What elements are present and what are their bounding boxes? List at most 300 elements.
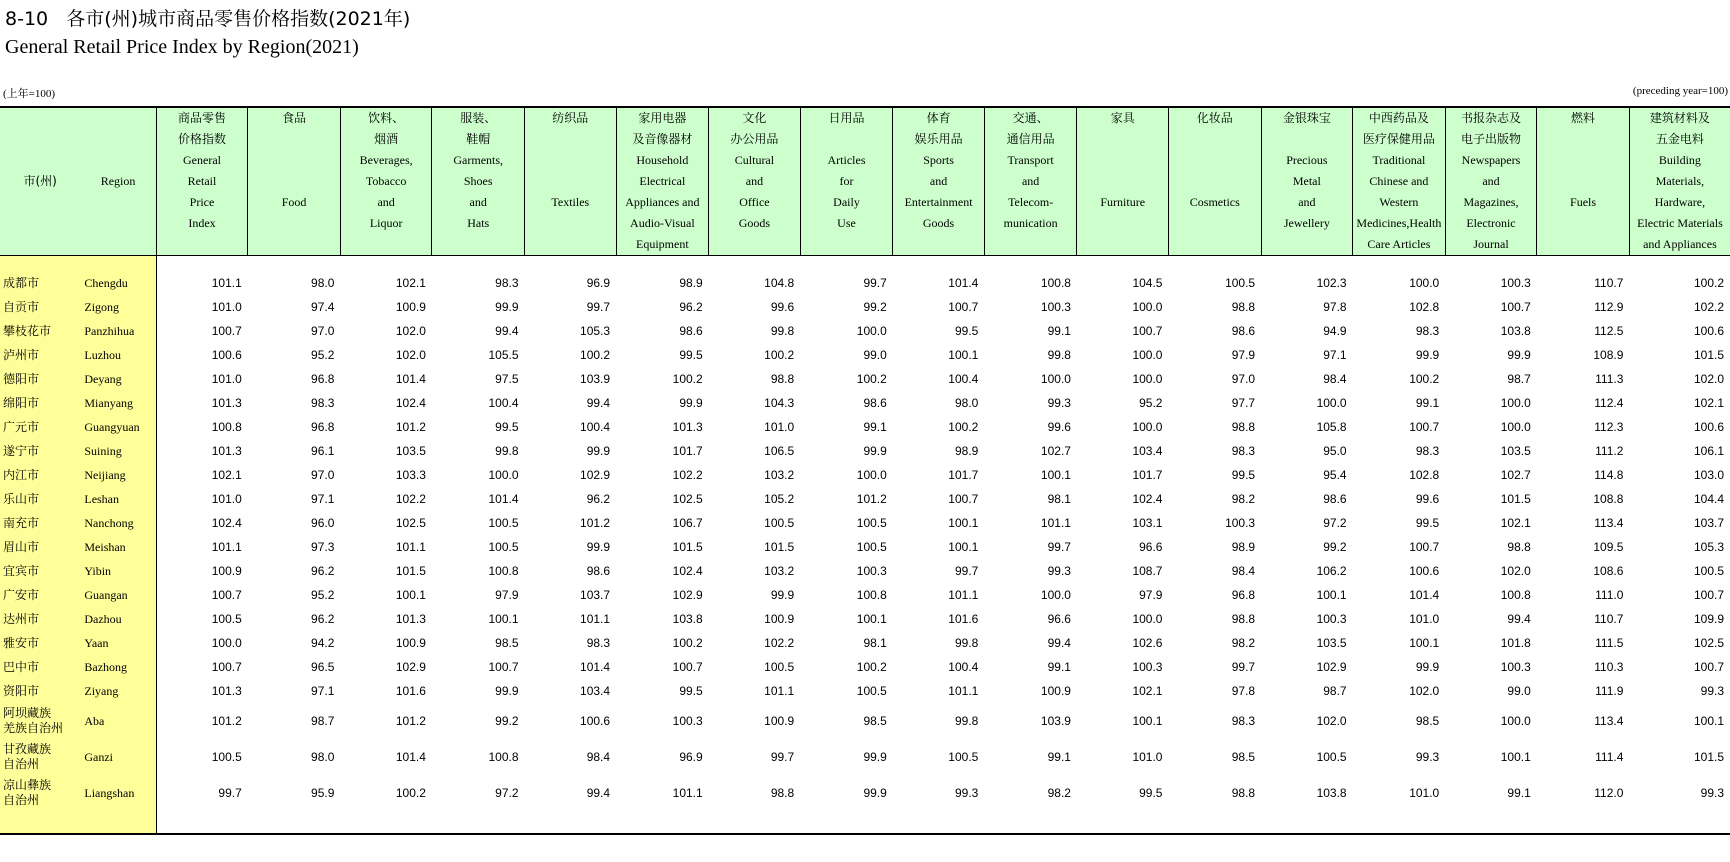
value-cell: 102.5 xyxy=(672,492,703,506)
table-row xyxy=(0,367,1730,391)
value-cell: 97.8 xyxy=(1231,684,1256,698)
region-name-cell: Panzhihua xyxy=(80,319,156,343)
value-cell: 97.0 xyxy=(1231,372,1256,386)
value-cell: 113.4 xyxy=(1594,714,1624,728)
header-column xyxy=(1629,107,1730,256)
value-cell: 104.3 xyxy=(764,396,795,410)
value-cell: 98.1 xyxy=(863,636,887,650)
region-name-cell: Chengdu xyxy=(80,271,156,295)
city-name-cell: 眉山市 xyxy=(0,535,80,559)
region-name-cell: Ganzi xyxy=(80,739,156,775)
value-cell: 100.2 xyxy=(1693,276,1724,290)
value-cell: 96.6 xyxy=(1139,540,1163,554)
spacer-cell xyxy=(709,811,801,834)
value-cell: 102.2 xyxy=(395,492,426,506)
header-english-line: Textiles xyxy=(551,195,590,209)
value-cell: 100.0 xyxy=(1500,420,1531,434)
table-row xyxy=(0,415,1730,439)
value-cell: 102.1 xyxy=(1693,396,1724,410)
value-cell: 103.5 xyxy=(395,444,426,458)
table-number: 8-10 xyxy=(5,8,49,30)
value-cell: 108.8 xyxy=(1593,492,1624,506)
value-cell: 99.9 xyxy=(586,444,611,458)
header-chinese-line: 燃料 xyxy=(1571,111,1596,125)
value-cell: 99.3 xyxy=(954,786,979,800)
value-cell: 99.1 xyxy=(1047,750,1071,764)
value-cell: 102.9 xyxy=(580,468,611,482)
value-cell: 101.3 xyxy=(395,612,426,626)
value-cell: 100.1 xyxy=(948,516,979,530)
value-cell: 99.1 xyxy=(1047,324,1071,338)
header-english-line: Office xyxy=(739,195,770,209)
value-cell: 111.5 xyxy=(1595,636,1624,650)
value-cell: 100.7 xyxy=(1693,660,1724,674)
header-chinese-line: 日用品 xyxy=(828,111,865,125)
value-cell: 98.2 xyxy=(1047,786,1071,800)
city-name-cell: 甘孜藏族 自治州 xyxy=(0,739,80,775)
value-cell: 103.4 xyxy=(580,684,611,698)
header-spacer xyxy=(248,171,340,192)
value-cell: 98.3 xyxy=(311,396,335,410)
value-cell: 99.4 xyxy=(1507,612,1531,626)
value-cell: 100.0 xyxy=(1316,396,1347,410)
value-cell: 100.3 xyxy=(1316,612,1347,626)
region-name-cell: Deyang xyxy=(80,367,156,391)
region-name-cell: Guangan xyxy=(80,583,156,607)
header-english-line: Newspapers xyxy=(1461,153,1521,167)
value-cell: 99.5 xyxy=(679,348,703,362)
value-cell: 100.1 xyxy=(1693,714,1724,728)
value-cell: 99.9 xyxy=(863,786,887,800)
value-cell: 100.7 xyxy=(211,660,242,674)
spacer-cell xyxy=(1445,811,1537,834)
city-name-cell: 巴中市 xyxy=(0,655,80,679)
value-cell: 108.6 xyxy=(1593,564,1624,578)
value-cell: 99.6 xyxy=(1415,492,1440,506)
table-row xyxy=(0,439,1730,463)
value-cell: 103.4 xyxy=(1132,444,1163,458)
value-cell: 98.2 xyxy=(1231,492,1256,506)
table-row xyxy=(0,739,1730,775)
region-name-cell: Nanchong xyxy=(80,511,156,535)
header-english-line: Transport xyxy=(1007,153,1054,167)
value-cell: 98.0 xyxy=(311,276,335,290)
value-cell: 96.8 xyxy=(311,372,335,386)
value-cell: 108.9 xyxy=(1593,348,1624,362)
region-name-cell: Guangyuan xyxy=(80,415,156,439)
header-region: Region xyxy=(80,107,156,256)
value-cell: 101.2 xyxy=(580,516,611,530)
value-cell: 95.2 xyxy=(1139,396,1163,410)
city-name-cell: 内江市 xyxy=(0,463,80,487)
value-cell: 100.8 xyxy=(1500,588,1531,602)
value-cell: 99.8 xyxy=(495,444,519,458)
value-cell: 101.0 xyxy=(1132,750,1163,764)
value-cell: 102.1 xyxy=(1500,516,1531,530)
value-cell: 99.7 xyxy=(586,300,611,314)
value-cell: 101.0 xyxy=(1409,786,1440,800)
value-cell: 100.5 xyxy=(488,540,519,554)
value-cell: 101.0 xyxy=(764,420,795,434)
header-english-line: and xyxy=(377,195,395,209)
value-cell: 100.1 xyxy=(1040,468,1071,482)
value-cell: 99.3 xyxy=(1700,684,1724,698)
value-cell: 98.8 xyxy=(1231,300,1256,314)
table-row xyxy=(0,391,1730,415)
value-cell: 97.9 xyxy=(1231,348,1256,362)
value-cell: 99.9 xyxy=(1415,660,1440,674)
city-name-cell: 泸州市 xyxy=(0,343,80,367)
header-english-line: Sports xyxy=(923,153,954,167)
region-name-cell: Ziyang xyxy=(80,679,156,703)
table-row xyxy=(0,679,1730,703)
value-cell: 95.0 xyxy=(1323,444,1347,458)
spacer-cell xyxy=(0,811,80,834)
value-cell: 100.9 xyxy=(211,564,242,578)
value-cell: 100.9 xyxy=(395,636,426,650)
value-cell: 110.3 xyxy=(1594,660,1624,674)
value-cell: 99.7 xyxy=(1047,540,1071,554)
header-chinese-line: 文化 xyxy=(742,111,767,125)
value-cell: 102.5 xyxy=(1693,636,1724,650)
header-english-line: munication xyxy=(1003,216,1058,230)
value-cell: 99.8 xyxy=(954,636,979,650)
value-cell: 103.2 xyxy=(764,564,795,578)
value-cell: 102.0 xyxy=(1693,372,1724,386)
value-cell: 100.5 xyxy=(948,750,979,764)
header-english-line: for xyxy=(839,174,854,188)
value-cell: 99.7 xyxy=(1231,660,1256,674)
header-english-line: Hardware, xyxy=(1654,195,1706,209)
value-cell: 104.5 xyxy=(1132,276,1163,290)
spacer-cell xyxy=(1353,811,1446,834)
value-cell: 97.2 xyxy=(1323,516,1347,530)
value-cell: 100.7 xyxy=(1409,420,1440,434)
value-cell: 99.0 xyxy=(1507,684,1531,698)
spacer-cell xyxy=(984,256,1077,272)
header-english-line: Liquor xyxy=(369,216,403,230)
header-spacer xyxy=(1077,150,1168,171)
value-cell: 101.5 xyxy=(764,540,795,554)
price-index-table xyxy=(0,106,1730,835)
value-cell: 100.6 xyxy=(211,348,242,362)
spacer-cell xyxy=(80,256,156,272)
header-english-line: Electric Materials xyxy=(1637,216,1723,230)
value-cell: 97.7 xyxy=(1231,396,1256,410)
header-column xyxy=(893,107,985,256)
value-cell: 100.5 xyxy=(764,516,795,530)
value-cell: 100.5 xyxy=(488,516,519,530)
value-cell: 101.5 xyxy=(395,564,426,578)
value-cell: 100.3 xyxy=(1040,300,1071,314)
header-chinese-line: 娱乐用品 xyxy=(914,132,963,146)
value-cell: 105.8 xyxy=(1316,420,1347,434)
table-title-chinese xyxy=(5,4,410,31)
value-cell: 99.3 xyxy=(1415,750,1440,764)
header-english-line: and xyxy=(929,174,948,188)
spacer-cell xyxy=(1629,256,1730,272)
spacer-cell xyxy=(800,256,893,272)
header-english-line: Retail xyxy=(187,174,217,188)
value-cell: 100.8 xyxy=(1040,276,1071,290)
value-cell: 100.0 xyxy=(1040,372,1071,386)
header-chinese-line: 食品 xyxy=(282,111,307,125)
value-cell: 97.2 xyxy=(495,786,519,800)
value-cell: 102.0 xyxy=(395,348,426,362)
value-cell: 101.4 xyxy=(488,492,519,506)
city-name-cell: 乐山市 xyxy=(0,487,80,511)
value-cell: 95.2 xyxy=(311,348,335,362)
value-cell: 101.5 xyxy=(1693,750,1724,764)
spacer-cell xyxy=(432,811,525,834)
header-chinese-line: 鞋帽 xyxy=(466,132,491,146)
header-english-line: Metal xyxy=(1292,174,1321,188)
spacer-cell xyxy=(1629,811,1730,834)
value-cell: 98.6 xyxy=(679,324,703,338)
value-cell: 100.7 xyxy=(672,660,703,674)
header-column xyxy=(1353,107,1446,256)
value-cell: 100.7 xyxy=(1693,588,1724,602)
table-row xyxy=(0,535,1730,559)
header-column xyxy=(1077,107,1169,256)
header-spacer xyxy=(1537,129,1629,150)
value-cell: 98.3 xyxy=(495,276,519,290)
value-cell: 109.9 xyxy=(1693,612,1724,626)
region-name-cell: Meishan xyxy=(80,535,156,559)
value-cell: 99.9 xyxy=(495,684,519,698)
value-cell: 100.2 xyxy=(580,348,611,362)
value-cell: 100.1 xyxy=(1316,588,1347,602)
value-cell: 100.3 xyxy=(856,564,887,578)
value-cell: 96.6 xyxy=(1047,612,1071,626)
value-cell: 97.4 xyxy=(311,300,335,314)
value-cell: 103.9 xyxy=(580,372,611,386)
value-cell: 98.9 xyxy=(1231,540,1256,554)
header-spacer xyxy=(1169,171,1261,192)
value-cell: 100.6 xyxy=(1693,324,1724,338)
value-cell: 105.5 xyxy=(488,348,519,362)
value-cell: 100.0 xyxy=(1132,300,1163,314)
value-cell: 97.1 xyxy=(1323,348,1347,362)
region-name-cell: Neijiang xyxy=(80,463,156,487)
header-english-line: Journal xyxy=(1473,237,1509,251)
value-cell: 99.9 xyxy=(863,750,887,764)
table-row xyxy=(0,271,1730,295)
value-cell: 100.0 xyxy=(1132,348,1163,362)
value-cell: 99.2 xyxy=(1323,540,1347,554)
value-cell: 99.8 xyxy=(1047,348,1071,362)
value-cell: 101.3 xyxy=(672,420,703,434)
value-cell: 102.4 xyxy=(1132,492,1163,506)
spacer-cell xyxy=(800,811,893,834)
header-english-line: Equipment xyxy=(636,237,689,251)
header-english-line: and xyxy=(1482,174,1500,188)
value-cell: 99.5 xyxy=(1231,468,1256,482)
value-cell: 99.4 xyxy=(586,786,611,800)
region-name-cell: Aba xyxy=(80,703,156,739)
value-cell: 98.8 xyxy=(770,372,795,386)
header-english-line: Appliances and xyxy=(625,195,700,209)
header-spacer xyxy=(1169,150,1261,171)
value-cell: 100.7 xyxy=(211,324,242,338)
header-column xyxy=(340,107,432,256)
spacer-cell xyxy=(1261,256,1353,272)
value-cell: 100.2 xyxy=(948,420,979,434)
header-chinese-line: 家具 xyxy=(1110,111,1135,125)
value-cell: 96.2 xyxy=(311,564,335,578)
spacer-row xyxy=(0,256,1730,272)
value-cell: 100.1 xyxy=(948,348,979,362)
value-cell: 95.2 xyxy=(311,588,335,602)
city-name-cell: 达州市 xyxy=(0,607,80,631)
value-cell: 97.0 xyxy=(311,324,335,338)
header-english-line: Garments, xyxy=(453,153,504,167)
city-name-cell: 德阳市 xyxy=(0,367,80,391)
header-english-line: Care Articles xyxy=(1367,237,1431,251)
value-cell: 100.3 xyxy=(1132,660,1163,674)
value-cell: 98.8 xyxy=(770,786,795,800)
value-cell: 98.5 xyxy=(1231,750,1256,764)
value-cell: 98.6 xyxy=(1231,324,1256,338)
header-spacer xyxy=(1262,129,1353,150)
city-name-cell: 遂宁市 xyxy=(0,439,80,463)
spacer-cell xyxy=(248,256,341,272)
value-cell: 106.5 xyxy=(764,444,795,458)
header-chinese-line: 饮料、 xyxy=(368,111,405,125)
value-cell: 111.2 xyxy=(1595,444,1624,458)
table-row xyxy=(0,559,1730,583)
header-column xyxy=(800,107,893,256)
table-body xyxy=(0,256,1730,835)
city-name-cell: 广元市 xyxy=(0,415,80,439)
value-cell: 101.6 xyxy=(948,612,979,626)
value-cell: 98.3 xyxy=(1415,444,1440,458)
value-cell: 103.7 xyxy=(1693,516,1724,530)
value-cell: 100.2 xyxy=(764,348,795,362)
value-cell: 98.3 xyxy=(1231,714,1256,728)
value-cell: 101.2 xyxy=(211,714,242,728)
value-cell: 101.5 xyxy=(1693,348,1724,362)
table-row xyxy=(0,319,1730,343)
header-english-line: Cultural xyxy=(734,153,775,167)
value-cell: 98.7 xyxy=(311,714,335,728)
value-cell: 98.1 xyxy=(1047,492,1071,506)
spacer-cell xyxy=(893,256,985,272)
header-english-line: and xyxy=(469,195,487,209)
value-cell: 99.2 xyxy=(495,714,519,728)
value-cell: 96.5 xyxy=(311,660,335,674)
value-cell: 100.7 xyxy=(1409,540,1440,554)
value-cell: 99.3 xyxy=(1047,396,1071,410)
header-english-line: Entertainment xyxy=(904,195,973,209)
value-cell: 101.1 xyxy=(948,684,979,698)
value-cell: 98.4 xyxy=(586,750,611,764)
header-spacer xyxy=(248,129,340,150)
value-cell: 101.5 xyxy=(672,540,703,554)
value-cell: 96.2 xyxy=(311,612,335,626)
value-cell: 96.8 xyxy=(311,420,335,434)
value-cell: 102.4 xyxy=(672,564,703,578)
value-cell: 97.5 xyxy=(495,372,519,386)
header-column xyxy=(1537,107,1630,256)
spacer-cell xyxy=(432,256,525,272)
value-cell: 98.6 xyxy=(1323,492,1347,506)
header-spacer xyxy=(525,129,616,150)
header-english-line: and xyxy=(1298,195,1316,209)
value-cell: 98.8 xyxy=(1231,786,1256,800)
header-spacer xyxy=(1077,171,1168,192)
spacer-cell xyxy=(340,811,432,834)
city-name-cell: 凉山彝族 自治州 xyxy=(0,775,80,811)
header-chinese-line: 化妆品 xyxy=(1196,111,1233,125)
spacer-cell xyxy=(248,811,341,834)
value-cell: 98.8 xyxy=(1231,420,1256,434)
value-cell: 100.7 xyxy=(488,660,519,674)
value-cell: 96.0 xyxy=(311,516,335,530)
value-cell: 96.1 xyxy=(311,444,335,458)
region-name-cell: Dazhou xyxy=(80,607,156,631)
value-cell: 112.5 xyxy=(1594,324,1624,338)
table-row xyxy=(0,607,1730,631)
value-cell: 100.5 xyxy=(764,660,795,674)
value-cell: 101.2 xyxy=(395,420,426,434)
value-cell: 102.2 xyxy=(1693,300,1724,314)
header-english-line: Food xyxy=(281,195,307,209)
value-cell: 112.3 xyxy=(1594,420,1624,434)
value-cell: 102.9 xyxy=(1316,660,1347,674)
spacer-cell xyxy=(1077,256,1169,272)
header-english-line: and Appliances xyxy=(1643,237,1717,251)
value-cell: 101.0 xyxy=(211,372,242,386)
header-chinese-line: 交通、 xyxy=(1012,111,1049,125)
value-cell: 103.9 xyxy=(1040,714,1071,728)
value-cell: 102.1 xyxy=(395,276,426,290)
value-cell: 100.0 xyxy=(211,636,242,650)
value-cell: 103.2 xyxy=(764,468,795,482)
value-cell: 101.0 xyxy=(211,492,242,506)
header-column xyxy=(1168,107,1261,256)
value-cell: 98.9 xyxy=(679,276,703,290)
header-chinese-line: 办公用品 xyxy=(730,132,779,146)
spacer-cell xyxy=(1445,256,1537,272)
unit-note-chinese: (上年=100) xyxy=(3,88,56,100)
value-cell: 102.7 xyxy=(1500,468,1531,482)
value-cell: 99.7 xyxy=(770,750,795,764)
header-english-line: Electronic xyxy=(1466,216,1516,230)
value-cell: 99.6 xyxy=(1047,420,1071,434)
header-english-line: Jewellery xyxy=(1283,216,1330,230)
header-column xyxy=(1261,107,1353,256)
value-cell: 97.0 xyxy=(311,468,335,482)
value-cell: 101.1 xyxy=(672,786,703,800)
header-spacer xyxy=(248,150,340,171)
value-cell: 100.0 xyxy=(488,468,519,482)
value-cell: 99.1 xyxy=(1047,660,1071,674)
value-cell: 101.4 xyxy=(395,372,426,386)
header-city: 市(州) xyxy=(0,107,80,256)
value-cell: 100.7 xyxy=(1500,300,1531,314)
value-cell: 101.1 xyxy=(580,612,611,626)
header-column xyxy=(616,107,709,256)
header-chinese-line: 金银珠宝 xyxy=(1282,111,1331,125)
value-cell: 99.5 xyxy=(954,324,979,338)
value-cell: 100.5 xyxy=(1316,750,1347,764)
header-chinese-line: 医疗保健用品 xyxy=(1362,132,1435,146)
value-cell: 100.0 xyxy=(1132,612,1163,626)
region-name-cell: Mianyang xyxy=(80,391,156,415)
city-name-cell: 成都市 xyxy=(0,271,80,295)
value-cell: 99.9 xyxy=(495,300,519,314)
